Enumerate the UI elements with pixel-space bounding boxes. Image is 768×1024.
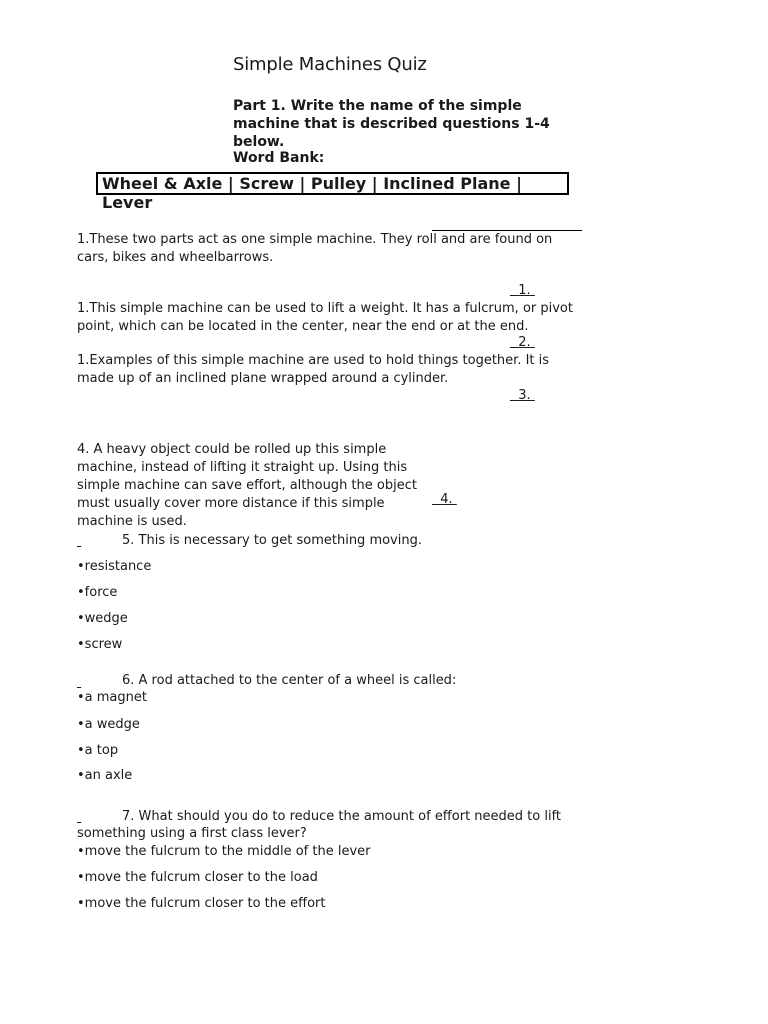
question-4-text: 4. A heavy object could be rolled up this simple machine, instead of lifting it straight up. Using this simple machine can save effort, although the object must usually cover more distance if this simple machine is used. <box>77 442 417 529</box>
word-bank-box: Wheel & Axle | Screw | Pulley | Inclined Plane | Lever <box>96 172 569 195</box>
q5-option-4: •screw <box>77 637 123 652</box>
quiz-title: Simple Machines Quiz <box>233 54 427 75</box>
question-7-text-line2: something using a first class lever? <box>77 826 307 841</box>
question-7-text-line1: 7. What should you do to reduce the amount of effort needed to lift <box>122 809 562 824</box>
q6-option-1: •a magnet <box>77 690 147 705</box>
answer-blank-7[interactable] <box>77 810 81 825</box>
q7-option-3: •move the fulcrum closer to the effort <box>77 896 326 911</box>
answer-blank-6[interactable] <box>77 675 81 690</box>
q7-option-1: •move the fulcrum to the middle of the lever <box>77 844 371 859</box>
part1-instructions: Part 1. Write the name of the simple machine that is described questions 1-4 below. <box>233 98 550 150</box>
q7-option-2: •move the fulcrum closer to the load <box>77 870 318 885</box>
question-3-text: 1.Examples of this simple machine are used to hold things together. It is made up of an inclined plane wrapped around a cylinder. <box>77 353 550 386</box>
q5-option-3: •wedge <box>77 611 128 626</box>
answer-label-4: 4. <box>440 492 453 507</box>
q5-option-1: •resistance <box>77 559 152 574</box>
question-6-text: 6. A rod attached to the center of a wheel is called: <box>122 673 457 688</box>
q6-option-4: •an axle <box>77 768 133 783</box>
answer-blank-5[interactable] <box>77 534 81 549</box>
answer-label-2: 2. <box>518 335 531 350</box>
answer-label-1: 1. <box>518 283 531 298</box>
q6-option-2: •a wedge <box>77 717 140 732</box>
question-5-text: 5. This is necessary to get something moving. <box>122 533 422 548</box>
q6-option-3: •a top <box>77 743 119 758</box>
question-2-text: 1.This simple machine can be used to lift a weight. It has a fulcrum, or pivot point, which can be located in the center, near the end or at the end. <box>77 301 573 334</box>
answer-label-3: 3. <box>518 388 531 403</box>
q5-option-2: •force <box>77 585 118 600</box>
word-bank-label: Word Bank: <box>233 150 325 166</box>
question-1-text: 1.These two parts act as one simple machine. They roll and are found on cars, bikes and wheelbarrows. <box>77 232 553 265</box>
